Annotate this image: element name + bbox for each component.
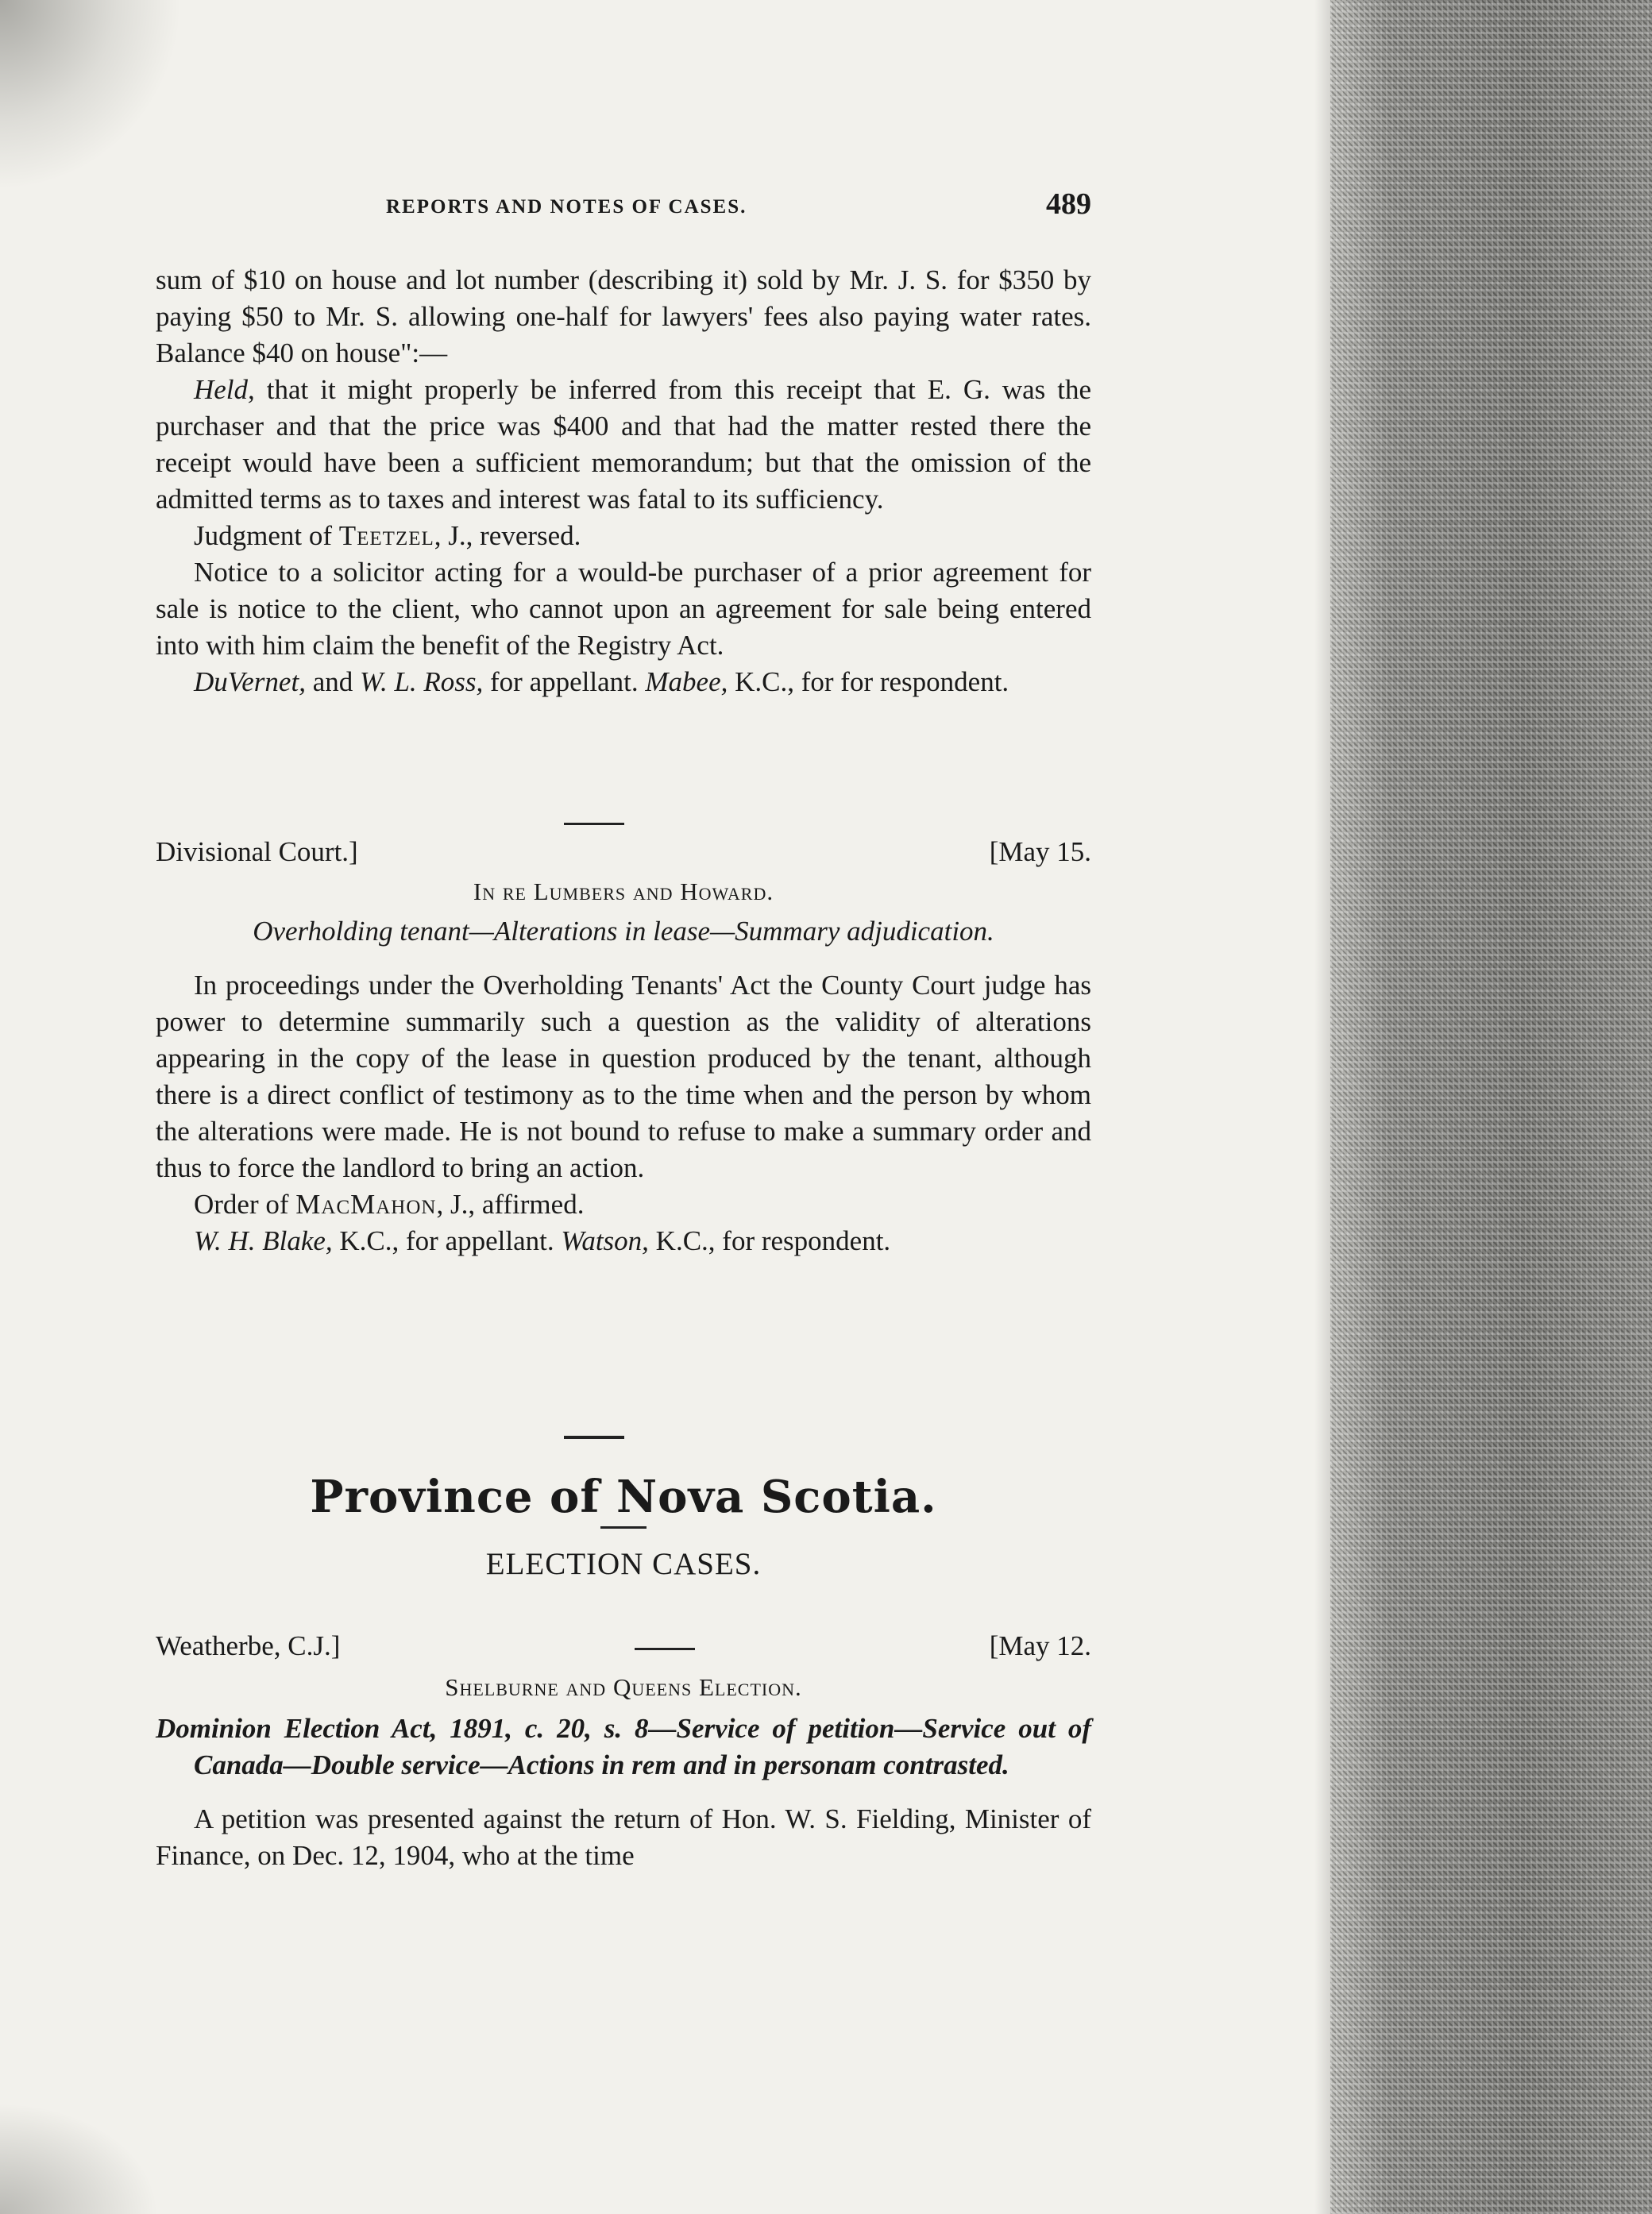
case-headnote: Overholding tenant—Alterations in lease—Summary adjudication. (253, 916, 994, 947)
court-date-row (156, 834, 1091, 870)
case-body: A petition was presented against the return of Hon. W. S. Fielding, Minister of Finance, on Dec. 12, 1904, who at the time (156, 1803, 1091, 1871)
corner-shadow (0, 2103, 159, 2214)
judge-name: MacMahon (295, 1189, 437, 1220)
judge-name: Teetzel (338, 520, 434, 551)
counsel-role: K.C., for respondent. (648, 1225, 891, 1256)
judgment-suffix: , J., reversed. (434, 520, 581, 551)
page-header (156, 187, 1091, 226)
counsel-role: K.C., for for respondent. (728, 666, 1009, 697)
case-body: In proceedings under the Overholding Tenants' Act the County Court judge has power to determine summarily such a question as the validity of alterations appearing in the copy of the lease in question produced by the tenant, although there is a direct conflict of testimony as to the time when and the person by whom the alterations were made. He is not bound to refuse to make a summary order and thus to force the landlord to bring an action. (156, 970, 1091, 1183)
counsel-name: W. L. Ross, (360, 666, 484, 697)
order-line (156, 1186, 1091, 1223)
case-title: Shelburne and Queens Election. (445, 1673, 802, 1701)
court-name: Divisional Court.] (156, 836, 358, 867)
province-title: Province of Nova Scotia. (310, 1471, 937, 1523)
counsel-joiner: and (305, 666, 360, 697)
court-date-row (156, 1628, 1091, 1664)
page-edge-speckle (1330, 0, 1652, 2214)
title-rule (600, 1526, 647, 1529)
page-number: 489 (1046, 187, 1091, 221)
counsel-name: W. H. Blake, (194, 1225, 333, 1256)
continued-text: sum of $10 on house and lot number (describing it) sold by Mr. J. S. for $350 by paying $50 to Mr. S. allowing one-half for lawyers' fees also paying water rates. Balance $40 on house":— (156, 264, 1091, 368)
held-text: that it might properly be inferred from this receipt that E. G. was the purchaser and that the price was $400 and that had the matter rested there the receipt would have been a sufficient memorandum; but that the omission of the admitted terms as to taxes and interest was fatal to its sufficiency. (156, 374, 1091, 515)
section-divider (564, 1436, 624, 1439)
counsel-role: K.C., for appellant. (332, 1225, 562, 1256)
title-rule (635, 1648, 695, 1650)
order-prefix: Order of (194, 1189, 296, 1220)
order-suffix: , J., affirmed. (436, 1189, 585, 1220)
running-title: REPORTS AND NOTES OF CASES. (386, 196, 747, 218)
counsel-name: Mabee, (645, 666, 728, 697)
counsel-line (156, 664, 1091, 700)
section-divider (564, 823, 624, 825)
counsel-line (156, 1223, 1091, 1259)
case-2 (156, 834, 1091, 1259)
held-label: Held, (194, 374, 255, 405)
case-3 (156, 1628, 1091, 1874)
case-date: [May 15. (989, 836, 1091, 867)
corner-shadow (0, 0, 183, 191)
subsection-title: ELECTION CASES. (485, 1547, 762, 1581)
case-date: [May 12. (989, 1630, 1091, 1661)
court-name: Weatherbe, C.J.] (156, 1630, 341, 1661)
notice-paragraph: Notice to a solicitor acting for a would-be purchaser of a prior agreement for sale is notice to the client, who cannot upon an agreement for sale being entered into with him claim the benefit of the Registry Act. (156, 557, 1091, 661)
counsel-name: Watson, (561, 1225, 649, 1256)
province-section (156, 1471, 1091, 1583)
counsel-name: DuVernet, (194, 666, 306, 697)
counsel-role: for appellant. (483, 666, 646, 697)
held-paragraph (156, 372, 1091, 518)
case-title: In re Lumbers and Howard. (473, 878, 774, 905)
judgment-prefix: Judgment of (194, 520, 339, 551)
case-headnote: Dominion Election Act, 1891, c. 20, s. 8—Service of petition—Service out of Canada—Double service—Actions in rem and in personam contrasted. (156, 1713, 1091, 1780)
judgment-line (156, 518, 1091, 554)
case-1 (156, 262, 1091, 700)
